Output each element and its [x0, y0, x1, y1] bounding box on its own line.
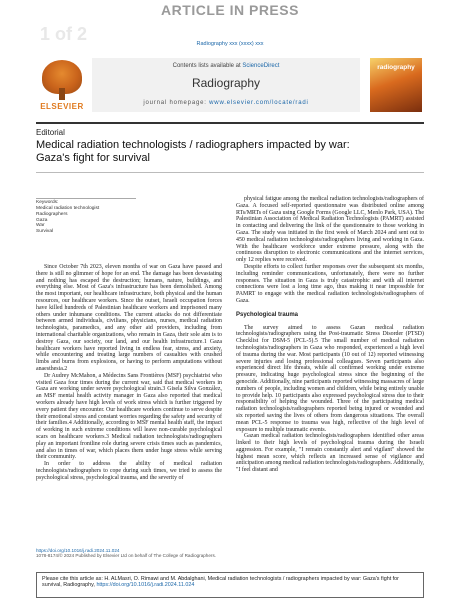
body-paragraph: Gazan medical radiation technologists/radiographers identified other areas linked to their high levels of psychological trauma during the Israeli aggression. For example, "I remain constantly alert and vigilant" showed the highest mean score, which reflects an increased sense of vigilance and anticipation among medical radiation technologists/radiographers. Additionally, "I feel distant and — [236, 433, 424, 474]
title-divider — [36, 172, 424, 173]
body-paragraph: Despite efforts to collect further responses over the subsequent six months, including reminder communications, unfortunately, there were no further responses. The situation in Gaza is truly catastrophic and with all internet connections were lost a long time ago, thus making it near impossible for PAMRT to engage with the medical radiation technologists/radiographers of Gaza. — [236, 263, 424, 304]
citation-box — [36, 572, 424, 598]
cover-title: radiography — [377, 64, 415, 71]
journal-name: Radiography — [191, 76, 261, 90]
journal-reference[interactable]: Radiography xxx (xxxx) xxx — [196, 41, 264, 47]
body-column-left — [36, 264, 222, 482]
article-in-press-label: ARTICLE IN PRESS — [161, 2, 299, 18]
page-watermark: 1 of 2 — [40, 24, 88, 44]
body-paragraph: Dr Audrey McMahon, a Médecins Sans Frontières (MSF) psychiatrist who visited Gaza four times during the current war, said that medical workers in Gaza are working under severe psychological strain.3 Gisela Silva González, an MSF mental health activity manager in Gaza also reported that medical workers already have high levels of work stress which is further triggered by every patient they encounter. Our healthcare workers continue to serve despite their emotional stress and constant worries regarding the safety and security of their families.4 Additionally, according to MSF mental health staff, the impact of working in such extreme conditions will leave non-curable psychological scars on healthcare workers.3 Medical radiation technologists/radiographers play an important frontline role during severe crisis times such as pandemics, and also in times of war, which places them under huge stress while serving their community. — [36, 372, 222, 461]
journal-header — [36, 58, 424, 120]
citation-doi-link[interactable]: https://doi.org/10.1016/j.radi.2024.11.024 — [96, 582, 195, 589]
homepage-link[interactable]: www.elsevier.com/locate/radi — [209, 100, 309, 106]
body-paragraph: In order to address the ability of medical radiation technologists/radiographers to cope during such times, we tried to assess the psychological stress, psychological trauma, and the severity of — [36, 461, 222, 481]
keywords-divider — [36, 198, 136, 199]
section-heading: Psychological trauma — [236, 311, 299, 318]
body-paragraph: The survey aimed to assess Gazan medical radiation technologists/radiographers using the Post-traumatic Stress Disorder (PTSD) Checklist for DSM-5 (PCL-5).5 The small number of medical radiation technologists/radiographers in Gaza who responded, experienced a high level of trauma during the war. Most participants (10 out of 12) reported witnessing severe injuries and losing professional colleagues. Seven participants also experienced direct life threats, while all confirmed working under extreme pressure, indicating huge psychological stress since the beginning of the genocide. Additionally, nine participants reported witnessing massacres of large numbers of people, including women and children, while being entirely unable to provide help. 10 participants also expressed psychological stress due to their responsibility of helping the wounded. Three of the participating medical radiation technologists/radiographers reported being injured or wounded and six reported saving the lives of others from dangerous situations. The overall mean PCL-5 response to trauma was high, reflective of the high level of exposure to multiple traumatic events. — [236, 324, 424, 433]
article-type: Editorial — [36, 128, 65, 137]
keywords-heading: Keywords: — [36, 200, 59, 205]
body-column-right — [236, 196, 424, 474]
homepage-prefix: journal homepage: — [143, 100, 210, 106]
article-title: Medical radiation technologists / radiographers impacted by war: Gaza's fight for survival — [36, 139, 350, 164]
contents-prefix: Contents lists available at — [172, 63, 243, 69]
journal-info-box — [92, 58, 360, 112]
citation-text: Please cite this article as: H. ALMasri, O. Rimawi and M. Abdalghani, Medical radiation technologists / radiographers impacted by war: Gaza's fight for survival, Radiography, — [42, 576, 399, 589]
keyword-item: Survival — [36, 229, 54, 235]
body-paragraph: physical fatigue among the medical radiation technologists/radiographers of Gaza. A focused self-reported questionnaire was distributed online among RTs/MRTs of Gaza using Google Forms (Google LLC, Menlo Park, USA). The Palestinian Association of Medical Radiation Technologists (PAMRT) assisted in contacting and delivering the link of the questionnaire to those working in Gaza. The study was initiated in the first week of March 2024 and sent out to 450 medical radiation technologists/radiographers living and working in Gaza. With the healthcare workforce under extreme pressure, along with the continuous disruption to electronic communications and the internet services, only 12 replies were received. — [236, 196, 424, 264]
publisher-name: ELSEVIER — [40, 102, 84, 111]
header-divider — [36, 122, 424, 124]
doi-link[interactable]: https://doi.org/10.1016/j.radi.2024.11.024 — [36, 548, 120, 553]
homepage-line — [92, 100, 360, 106]
tree-trunk — [59, 88, 65, 100]
elsevier-logo[interactable] — [36, 58, 88, 112]
body-paragraph: Since October 7th 2023, eleven months of war on Gaza have passed and there is still no glimmer of hope for an end. The damage has been devastating and nothing has escaped the destruction; humans, nature, buildings, and everything else. Most of Gaza's infrastructure has been demolished. Among the most important, our healthcare infrastructure, both physical and the human resources, our healthcare workers. Since the outset, Israeli occupation forces have killed hundreds of Palestinian healthcare workers and imprisoned many others under inhumane conditions. The current attacks do not differentiate between armed individuals, civilians, physicians, nurses, medical radiation technologists, paramedics, and any other aid providers, including from international charitable organizations, who remain in Gaza, their sole aim is to destroy Gaza, our society, our land, and our health infrastructure.1 Gaza healthcare workers have reported living in endless fear, stress, and anxiety, while encountering and treating large numbers of casualties with crushed limbs and burns from explosions, or having to perform amputations without anaesthesia.2 — [36, 264, 222, 372]
copyright-notice: 1078-8174/© 2024 Published by Elsevier Ltd on behalf of The College of Radiographers. — [36, 553, 217, 559]
article-footer — [36, 548, 222, 559]
keyword-item: Radiographers — [36, 211, 68, 217]
contents-line — [92, 63, 360, 69]
keyword-item: Medical radiation technologist — [36, 206, 100, 211]
keywords-list — [36, 206, 136, 235]
keyword-item: War — [36, 223, 45, 229]
keyword-item: Gaza — [36, 217, 48, 223]
sciencedirect-link[interactable]: ScienceDirect — [242, 63, 280, 69]
journal-cover-image[interactable] — [370, 58, 422, 112]
